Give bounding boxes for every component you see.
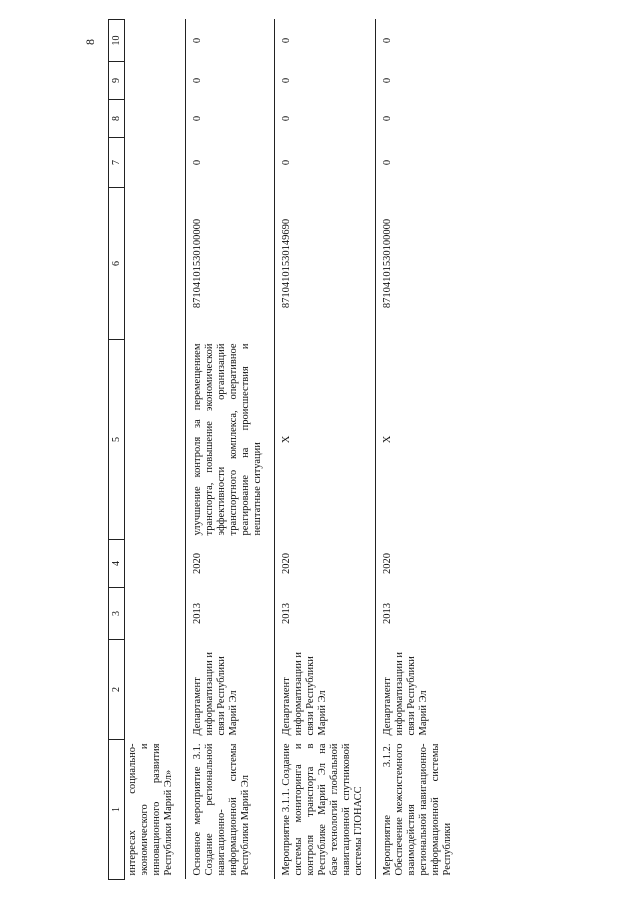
value-cell-7: 0 [376,138,465,188]
end-year-cell: 2020 [275,540,376,588]
column-header: 8 [109,100,125,138]
value-cell-10 [125,20,186,62]
column-header: 1 [109,740,125,880]
activity-name-cell: Мероприятие 3.1.1. Создание системы мониторинга и контроля транспорта в Республике Марий Эл на базе технологий глобальной навигационной спутниковой системы ГЛОНАСС [275,740,376,880]
value-cell-8: 0 [376,100,465,138]
end-year-cell: 2020 [186,540,275,588]
executor-cell [125,640,186,740]
value-cell-9: 0 [376,62,465,100]
end-year-cell: 2020 [376,540,465,588]
document-table-container [108,20,588,880]
value-cell-9: 0 [186,62,275,100]
value-cell-8: 0 [186,100,275,138]
start-year-cell [125,588,186,640]
value-cell-7 [125,138,186,188]
activity-name-cell: Мероприятие 3.1.2. Обеспечение межсистемного взаимодействия региональной навигационно-информационной системы Республики [376,740,465,880]
column-header: 4 [109,540,125,588]
result-cell: улучшение контроля за перемещением транспорта, повышение экономической эффективности организаций транспортного комплекса, оперативное реагирование на происшествия и нештатные ситуации [186,340,275,540]
start-year-cell: 2013 [376,588,465,640]
executor-cell: Департамент информатизации и связи Республики Марий Эл [186,640,275,740]
table-row [376,20,465,880]
activity-name-cell: интересах социально-экономического и инновационного развития Республики Марий Эл» [127,743,174,876]
table-header-row [109,20,125,880]
column-header: 10 [109,20,125,62]
table-row [125,20,186,880]
budget-code-cell: 87104101530100000 [376,188,465,340]
value-cell-9: 0 [275,62,376,100]
column-header: 9 [109,62,125,100]
column-header: 7 [109,138,125,188]
budget-code-cell [125,188,186,340]
program-activities-table [108,19,464,880]
column-header: 5 [109,340,125,540]
budget-code-cell: 87104101530149690 [275,188,376,340]
column-header: 3 [109,588,125,640]
value-cell-8 [125,100,186,138]
activity-name-cell: Основное мероприятие 3.1. Создание региональной навигационно-информационной системы Республики Марий Эл [186,740,275,880]
column-header: 6 [109,188,125,340]
result-cell [125,340,186,540]
executor-cell: Департамент информатизации и связи Республики Марий Эл [275,640,376,740]
start-year-cell: 2013 [186,588,275,640]
table-row [275,20,376,880]
value-cell-10: 0 [186,20,275,62]
start-year-cell: 2013 [275,588,376,640]
end-year-cell [125,540,186,588]
value-cell-10: 0 [376,20,465,62]
executor-cell: Департамент информатизации и связи Республики Марий Эл [376,640,465,740]
column-header: 2 [109,640,125,740]
budget-code-cell: 87104101530100000 [186,188,275,340]
value-cell-7: 0 [186,138,275,188]
value-cell-8: 0 [275,100,376,138]
result-cell: X [376,340,465,540]
page-number: 8 [83,39,97,45]
table-row [186,20,275,880]
value-cell-10: 0 [275,20,376,62]
result-cell: X [275,340,376,540]
value-cell-7: 0 [275,138,376,188]
value-cell-9 [125,62,186,100]
